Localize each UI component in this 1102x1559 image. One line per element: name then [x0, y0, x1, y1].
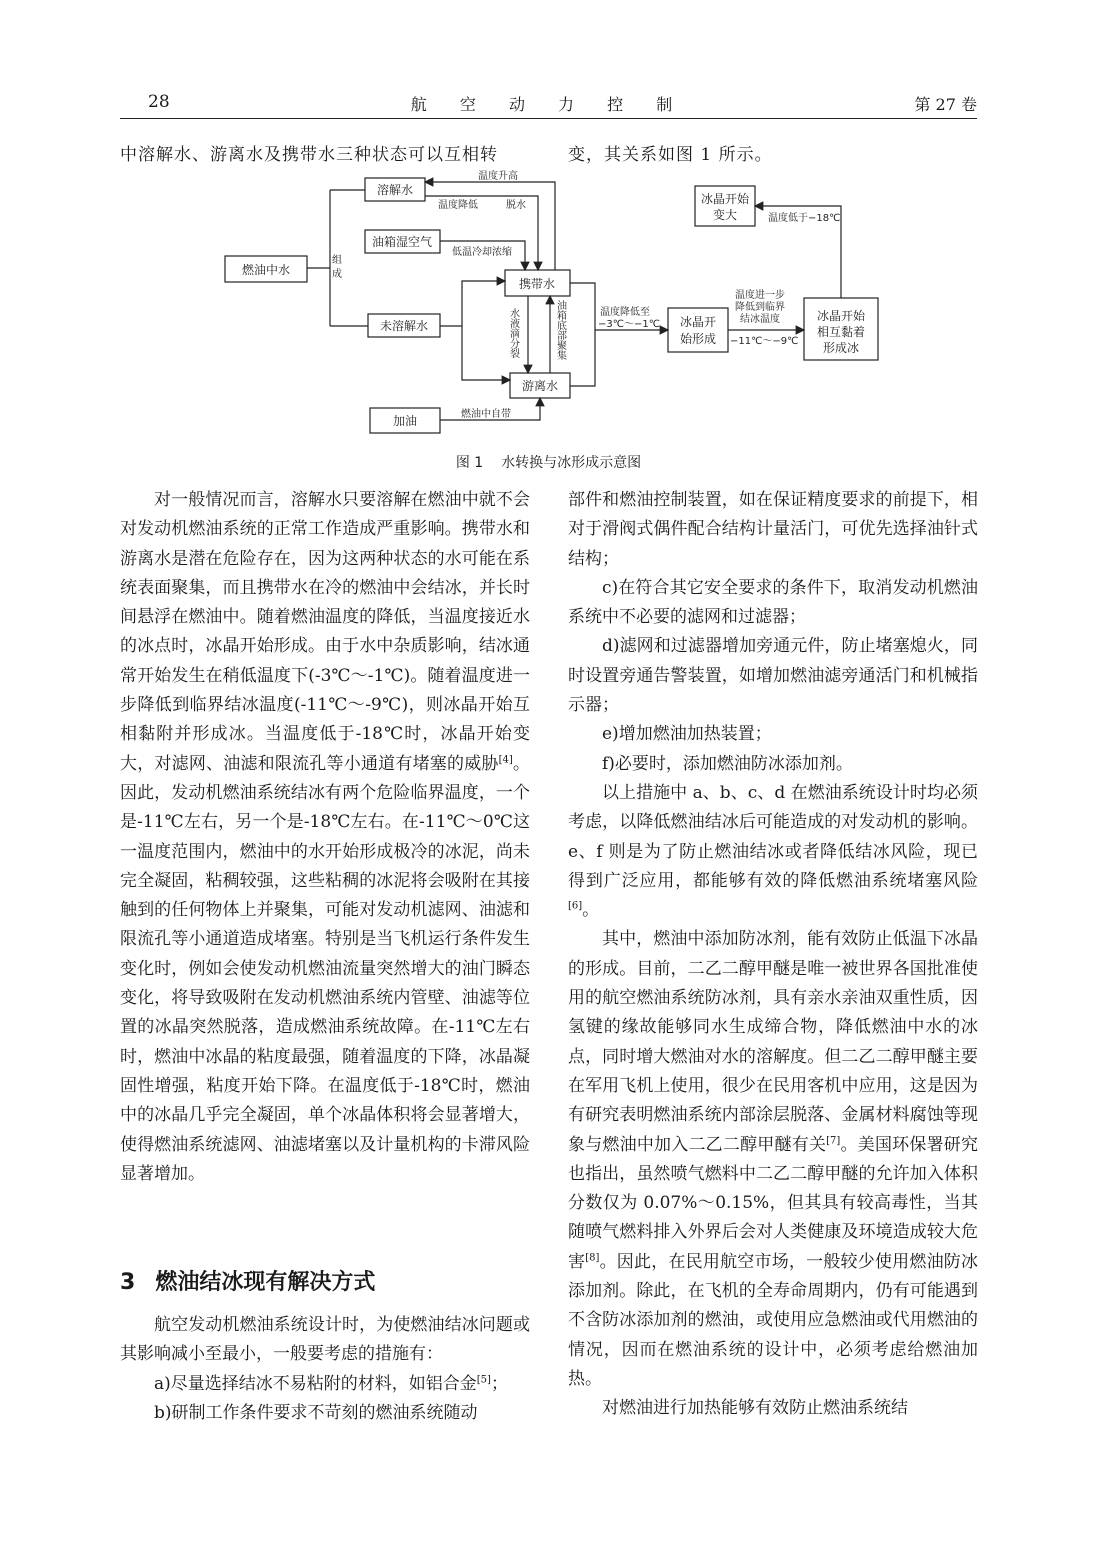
measure-b-cont: 部件和燃油控制装置，如在保证精度要求的前提下，相对于滑阀式偶件配合结构计量活门，可优先选择油针式结构； [568, 490, 978, 569]
volume-label: 第 27 卷 [914, 95, 977, 114]
label-further-4: −11℃～−9℃ [730, 336, 799, 347]
label-ice-adhere-2: 相互黏着 [816, 325, 866, 339]
label-water-in-fuel: 燃油中水 [241, 263, 291, 277]
running-header [120, 92, 977, 119]
label-ice-grow-1: 冰晶开始 [700, 192, 750, 206]
paragraph-fuel-heating: 对燃油进行加热能够有效防止燃油系统结 [602, 1398, 908, 1419]
measure-d: d)滤网和过滤器增加旁通元件，防止堵塞熄火，同时设置旁通告警装置，如增加燃油滤旁通活门和机械指示器； [568, 636, 978, 716]
measure-b: b)研制工作条件要求不苛刻的燃油系统随动 [154, 1402, 478, 1423]
label-composed-2: 成 [332, 269, 342, 280]
label-tank-air: 油箱湿空气 [371, 235, 433, 249]
intro-line-right: 变，其关系如图 1 所示。 [568, 145, 773, 165]
label-ice-adhere-3: 形成冰 [822, 341, 860, 355]
label-condense: 低温冷却浓缩 [452, 247, 512, 258]
water-ice-flow-diagram [220, 168, 900, 443]
measure-e: e)增加燃油加热装置； [602, 724, 772, 745]
measure-a: a)尽量选择结冰不易粘附的材料，如铝合金[5]； [154, 1373, 508, 1394]
measure-c: c)在符合其它安全要求的条件下，取消发动机燃油系统中不必要的滤网和过滤器； [568, 577, 978, 628]
citation-4: [4] [498, 754, 513, 766]
section-heading: 3 燃油结冰现有解决方式 [120, 1270, 376, 1295]
citation-5: [5] [476, 1373, 491, 1385]
label-dissolved: 溶解水 [376, 183, 414, 197]
intro-line-left: 中溶解水、游离水及携带水三种状态可以互相转 [120, 145, 498, 165]
citation-8: [8] [585, 1252, 600, 1264]
label-drop-split: 水液滴分裂 [507, 308, 519, 358]
label-ice-grow-2: 变大 [712, 208, 738, 222]
label-undissolved: 未溶解水 [379, 319, 429, 333]
paragraph-measures-summary: 以上措施中 a、b、c、d 在燃油系统设计时均必须考虑，以降低燃油结冰后可能造成的对发动机的影响。e、f 则是为了防止燃油结冰或者降低结冰风险，现已得到广泛应用，都能够有效的降低燃油系统堵塞风险[6]。 [568, 782, 978, 921]
label-ice-form-1: 冰晶开 [679, 315, 717, 329]
citation-6: [6] [568, 900, 583, 912]
label-tank-bottom: 油箱底部聚集 [554, 300, 566, 360]
label-composed-1: 组 [332, 255, 342, 266]
figure-caption [120, 452, 977, 472]
figure-1-diagram [220, 168, 900, 443]
label-temp-rise: 温度升高 [478, 171, 518, 182]
label-drop-to-2: −3℃～−1℃ [598, 319, 660, 330]
label-further-1: 温度进一步 [735, 290, 785, 301]
paragraph-ice-risk: 对一般情况而言，溶解水只要溶解在燃油中就不会对发动机燃油系统的正常工作造成严重影响。携带水和游离水是潜在危险存在，因为这两种状态的水可能在系统表面聚集，而且携带水在冷的燃油中会结冰，并长时间悬浮在燃油中。随着燃油温度的降低，当温度接近水的冰点时，冰晶开始形成。由于水中杂质影响，结冰通常开始发生在稍低温度下(-3℃～-1℃)。随着温度进一步降低到临界结冰温度(-11℃～-9℃)，则冰晶开始互相黏附并形成冰。当温度低于-18℃时，冰晶开始变大，对滤网、油滤和限流孔等小通道有堵塞的威胁[4]。因此，发动机燃油系统结冰有两个危险临界温度，一个是-11℃左右，另一个是-18℃左右。在-11℃～0℃这一温度范围内，燃油中的水开始形成极冷的冰泥，尚未完全凝固，粘稠较强，这些粘稠的冰泥将会吸附在其接触到的任何物体上并聚集，可能对发动机滤网、油滤和限流孔等小通道造成堵塞。特别是当飞机运行条件发生变化时，例如会使发动机燃油流量突然增大的油门瞬态变化，将导致吸附在发动机燃油系统内管壁、油滤等位置的冰晶突然脱落，造成燃油系统故障。在-11℃左右时，燃油中冰晶的粘度最强，随着温度的下降，冰晶凝固性增强，粘度开始下降。在温度低于-18℃时，燃油中的冰晶几乎完全凝固，单个冰晶体积将会显著增大，使得燃油系统滤网、油滤堵塞以及计量机构的卡滞风险显著增加。 [120, 490, 531, 1184]
caption-number: 图 1 [455, 455, 484, 471]
label-temp-drop: 温度降低 [438, 200, 478, 211]
label-ice-adhere-1: 冰晶开始 [816, 309, 866, 323]
journal-title: 航 空 动 力 控 制 [410, 95, 687, 114]
left-column-section-3 [120, 1311, 530, 1428]
measure-f: f)必要时，添加燃油防冰添加剂。 [602, 753, 853, 774]
paragraph-measures-intro: 航空发动机燃油系统设计时，为使燃油结冰问题或其影响减小至最小，一般要考虑的措施有： [120, 1315, 530, 1365]
caption-text: 水转换与冰形成示意图 [501, 455, 642, 471]
label-further-2: 降低到临界 [735, 302, 785, 313]
right-column-body [568, 486, 978, 1424]
label-entrained: 携带水 [518, 277, 556, 291]
label-fuel-carry: 燃油中自带 [461, 409, 511, 420]
label-ice-form-2: 始形成 [679, 332, 717, 346]
label-drop-to-1: 温度降低至 [600, 307, 650, 318]
paragraph-anti-icing-additive: 其中，燃油中添加防冰剂，能有效防止低温下冰晶的形成。目前，二乙二醇甲醚是唯一被世界各国批准使用的航空燃油系统防冰剂，具有亲水亲油双重性质，因氢键的缘故能够同水生成缔合物，降低燃油中水的冰点，同时增大燃油对水的溶解度。但二乙二醇甲醚主要在军用飞机上使用，很少在民用客机中应用，这是因为有研究表明燃油系统内部涂层脱落、金属材料腐蚀等现象与燃油中加入二乙二醇甲醚有关[7]。美国环保署研究也指出，虽然喷气燃料中二乙二醇甲醚的允许加入体积分数仅为 0.07%～0.15%，但其具有较高毒性，当其随喷气燃料排入外界后会对人类健康及环境造成较大危害[8]。因此，在民用航空市场，一般较少使用燃油防冰添加剂。除此，在飞机的全寿命周期内，仍有可能遇到不含防冰添加剂的燃油，或使用应急燃油或代用燃油的情况，因而在燃油系统的设计中，必须考虑给燃油加热。 [568, 929, 979, 1389]
left-column-body [120, 486, 530, 1189]
label-free: 游离水 [521, 379, 559, 393]
citation-7: [7] [826, 1134, 841, 1146]
label-below-18: 温度低于−18℃ [768, 213, 841, 224]
label-refuel: 加油 [392, 414, 418, 428]
label-dehydrate: 脱水 [506, 200, 526, 211]
label-further-3: 结冰温度 [740, 314, 780, 325]
page-number: 28 [148, 92, 170, 112]
